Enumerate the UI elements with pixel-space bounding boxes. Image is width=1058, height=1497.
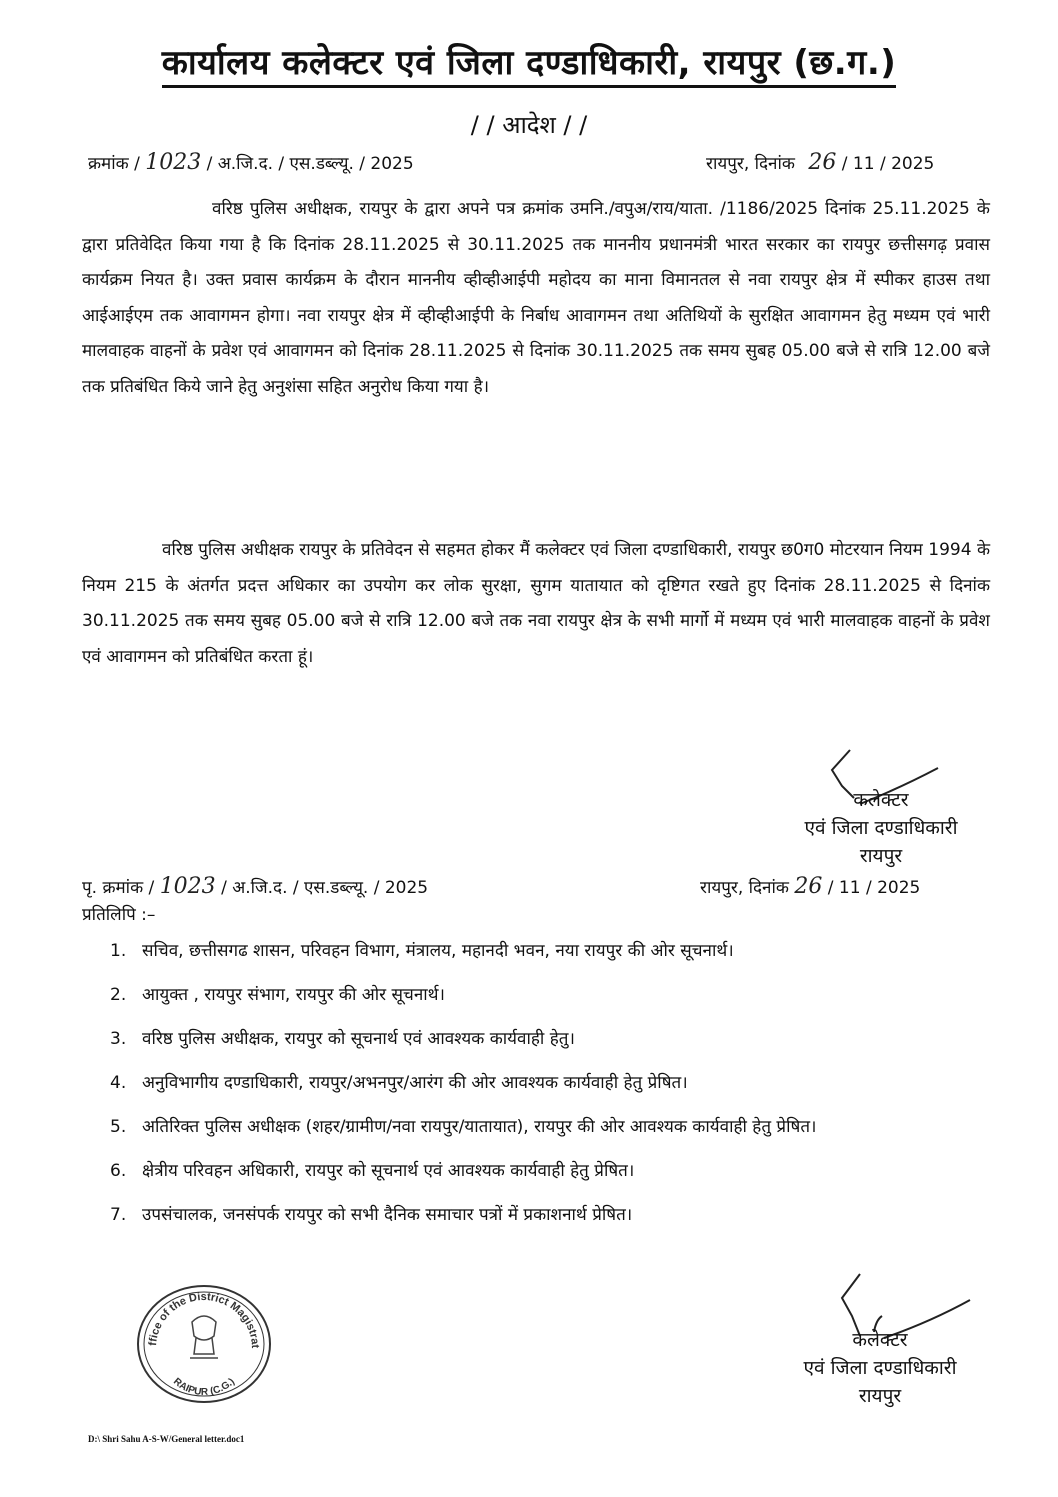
copy-item xyxy=(110,940,990,969)
order-number-suffix: / अ.जि.द. / एस.डब्ल्यू. / 2025 xyxy=(206,154,414,174)
copy-item xyxy=(110,1028,990,1057)
copy-date-suffix: / 11 / 2025 xyxy=(827,878,921,898)
signature-2-place: रायपुर xyxy=(858,1385,902,1407)
signature-1-designation: कलेक्टर xyxy=(853,789,909,811)
order-date-handwritten: 26 xyxy=(808,150,837,175)
copy-item-text: आयुक्त , रायपुर संभाग, रायपुर की ओर सूचनार्थ। xyxy=(142,985,445,1005)
paragraph-1: वरिष्ठ पुलिस अधीक्षक, रायपुर के द्वारा अपने पत्र क्रमांक उमनि./वपुअ/राय/याता. /1186/2025 दिनांक 25.11.2025 के द्वारा प्रतिवेदित किया गया है कि दिनांक 28.11.2025 से 30.11.2025 तक माननीय प्रधानमंत्री भारत सरकार का रायपुर छत्तीसगढ़ प्रवास कार्यक्रम नियत है। उक्त प्रवास कार्यक्रम के दौरान माननीय व्हीव्हीआईपी महोदय का माना विमानतल से नवा रायपुर क्षेत्र में स्पीकर हाउस तथा आईआईएम तक आवागमन होगा। नवा रायपुर क्षेत्र में व्हीव्हीआईपी के निर्बाध आवागमन तथा अतिथियों के सुरक्षित आवागमन हेतु मध्यम एवं भारी मालवाहक वाहनों के प्रवेश एवं आवागमन को दिनांक 28.11.2025 से दिनांक 30.11.2025 तक समय सुबह 05.00 बजे से रात्रि 12.00 बजे तक प्रतिबंधित किये जाने हेतु अनुशंसा सहित अनुरोध किया गया है। xyxy=(82,199,990,397)
order-number-prefix: क्रमांक / xyxy=(88,154,140,174)
copy-item xyxy=(110,1072,990,1101)
office-title xyxy=(0,38,1058,84)
signature-block-2 xyxy=(765,1326,995,1410)
copy-date xyxy=(700,874,920,899)
copy-item-text: सचिव, छत्तीसगढ शासन, परिवहन विभाग, मंत्रालय, महानदी भवन, नया रायपुर की ओर सूचनार्थ। xyxy=(142,941,734,961)
order-date-suffix: / 11 / 2025 xyxy=(841,154,935,174)
copy-number-handwritten: 1023 xyxy=(159,874,216,899)
copies-list xyxy=(110,940,990,1248)
copy-number-suffix: / अ.जि.द. / एस.डब्ल्यू. / 2025 xyxy=(221,878,429,898)
copy-number xyxy=(82,874,428,899)
order-number xyxy=(88,150,414,175)
copy-item-text: क्षेत्रीय परिवहन अधिकारी, रायपुर को सूचनार्थ एवं आवश्यक कार्यवाही हेतु प्रेषित। xyxy=(142,1161,635,1181)
order-number-handwritten: 1023 xyxy=(145,150,202,175)
signature-1-place: रायपुर xyxy=(859,845,903,867)
copy-date-handwritten: 26 xyxy=(794,874,823,899)
seal-bottom-text: RAIPUR (C.G.) xyxy=(171,1376,237,1398)
copy-item-text: उपसंचालक, जनसंपर्क रायपुर को सभी दैनिक समाचार पत्रों में प्रकाशनार्थ प्रेषित। xyxy=(142,1205,633,1225)
national-emblem-icon xyxy=(190,1316,218,1358)
order-heading: / / आदेश / / xyxy=(470,111,588,139)
copy-date-prefix: रायपुर, दिनांक xyxy=(700,878,789,898)
signature-1-title: एवं जिला दण्डाधिकारी xyxy=(804,817,958,839)
signature-2-title: एवं जिला दण्डाधिकारी xyxy=(803,1357,957,1379)
copy-item xyxy=(110,1204,990,1233)
copy-item-number: 3. xyxy=(110,1029,127,1049)
office-title-text: कार्यालय कलेक्टर एवं जिला दण्डाधिकारी, रायपुर (छ.ग.) xyxy=(162,43,897,88)
copy-item-text: अनुविभागीय दण्डाधिकारी, रायपुर/अभनपुर/आरंग की ओर आवश्यक कार्यवाही हेतु प्रेषित। xyxy=(142,1073,688,1093)
copy-item xyxy=(110,984,990,1013)
file-path-footer: D:\ Shri Sahu A-S-W/General letter.doc1 xyxy=(88,1434,245,1444)
copy-item-number: 4. xyxy=(110,1073,127,1093)
copies-label: प्रतिलिपि :– xyxy=(82,905,156,925)
copy-item-text: वरिष्ठ पुलिस अधीक्षक, रायपुर को सूचनार्थ एवं आवश्यक कार्यवाही हेतु। xyxy=(142,1029,575,1049)
copy-item-number: 6. xyxy=(110,1161,127,1181)
copy-item-number: 7. xyxy=(110,1205,127,1225)
copy-item xyxy=(110,1116,990,1145)
copy-item-number: 2. xyxy=(110,985,127,1005)
order-date-prefix: रायपुर, दिनांक xyxy=(706,154,795,174)
copy-item-text: अतिरिक्त पुलिस अधीक्षक (शहर/ग्रामीण/नवा रायपुर/यातायात), रायपुर की ओर आवश्यक कार्यवाही हेतु प्रेषित। xyxy=(142,1117,817,1137)
copy-item-number: 1. xyxy=(110,941,127,961)
copy-item-number: 5. xyxy=(110,1117,127,1137)
svg-text:RAIPUR (C.G.) xyxy=(171,1376,237,1398)
paragraph-2: वरिष्ठ पुलिस अधीक्षक रायपुर के प्रतिवेदन से सहमत होकर मैं कलेक्टर एवं जिला दण्डाधिकारी, रायपुर छ0ग0 मोटरयान नियम 1994 के नियम 215 के अंतर्गत प्रदत्त अधिकार का उपयोग कर लोक सुरक्षा, सुगम यातायात को दृष्टिगत रखते हुए दिनांक 28.11.2025 से दिनांक 30.11.2025 तक समय सुबह 05.00 बजे से रात्रि 12.00 बजे तक नवा रायपुर क्षेत्र के सभी मार्गो में मध्यम एवं भारी मालवाहक वाहनों के प्रवेश एवं आवागमन को प्रतिबंधित करता हूं। xyxy=(82,540,990,667)
copy-number-prefix: पृ. क्रमांक / xyxy=(82,878,155,898)
order-date xyxy=(706,150,934,175)
signature-2-designation: कलेक्टर xyxy=(852,1329,908,1351)
seal-top-text: Office of the District Magistrate xyxy=(129,1273,262,1349)
district-magistrate-seal xyxy=(129,1273,274,1406)
signature-block-1 xyxy=(766,786,996,870)
copy-item xyxy=(110,1160,990,1189)
